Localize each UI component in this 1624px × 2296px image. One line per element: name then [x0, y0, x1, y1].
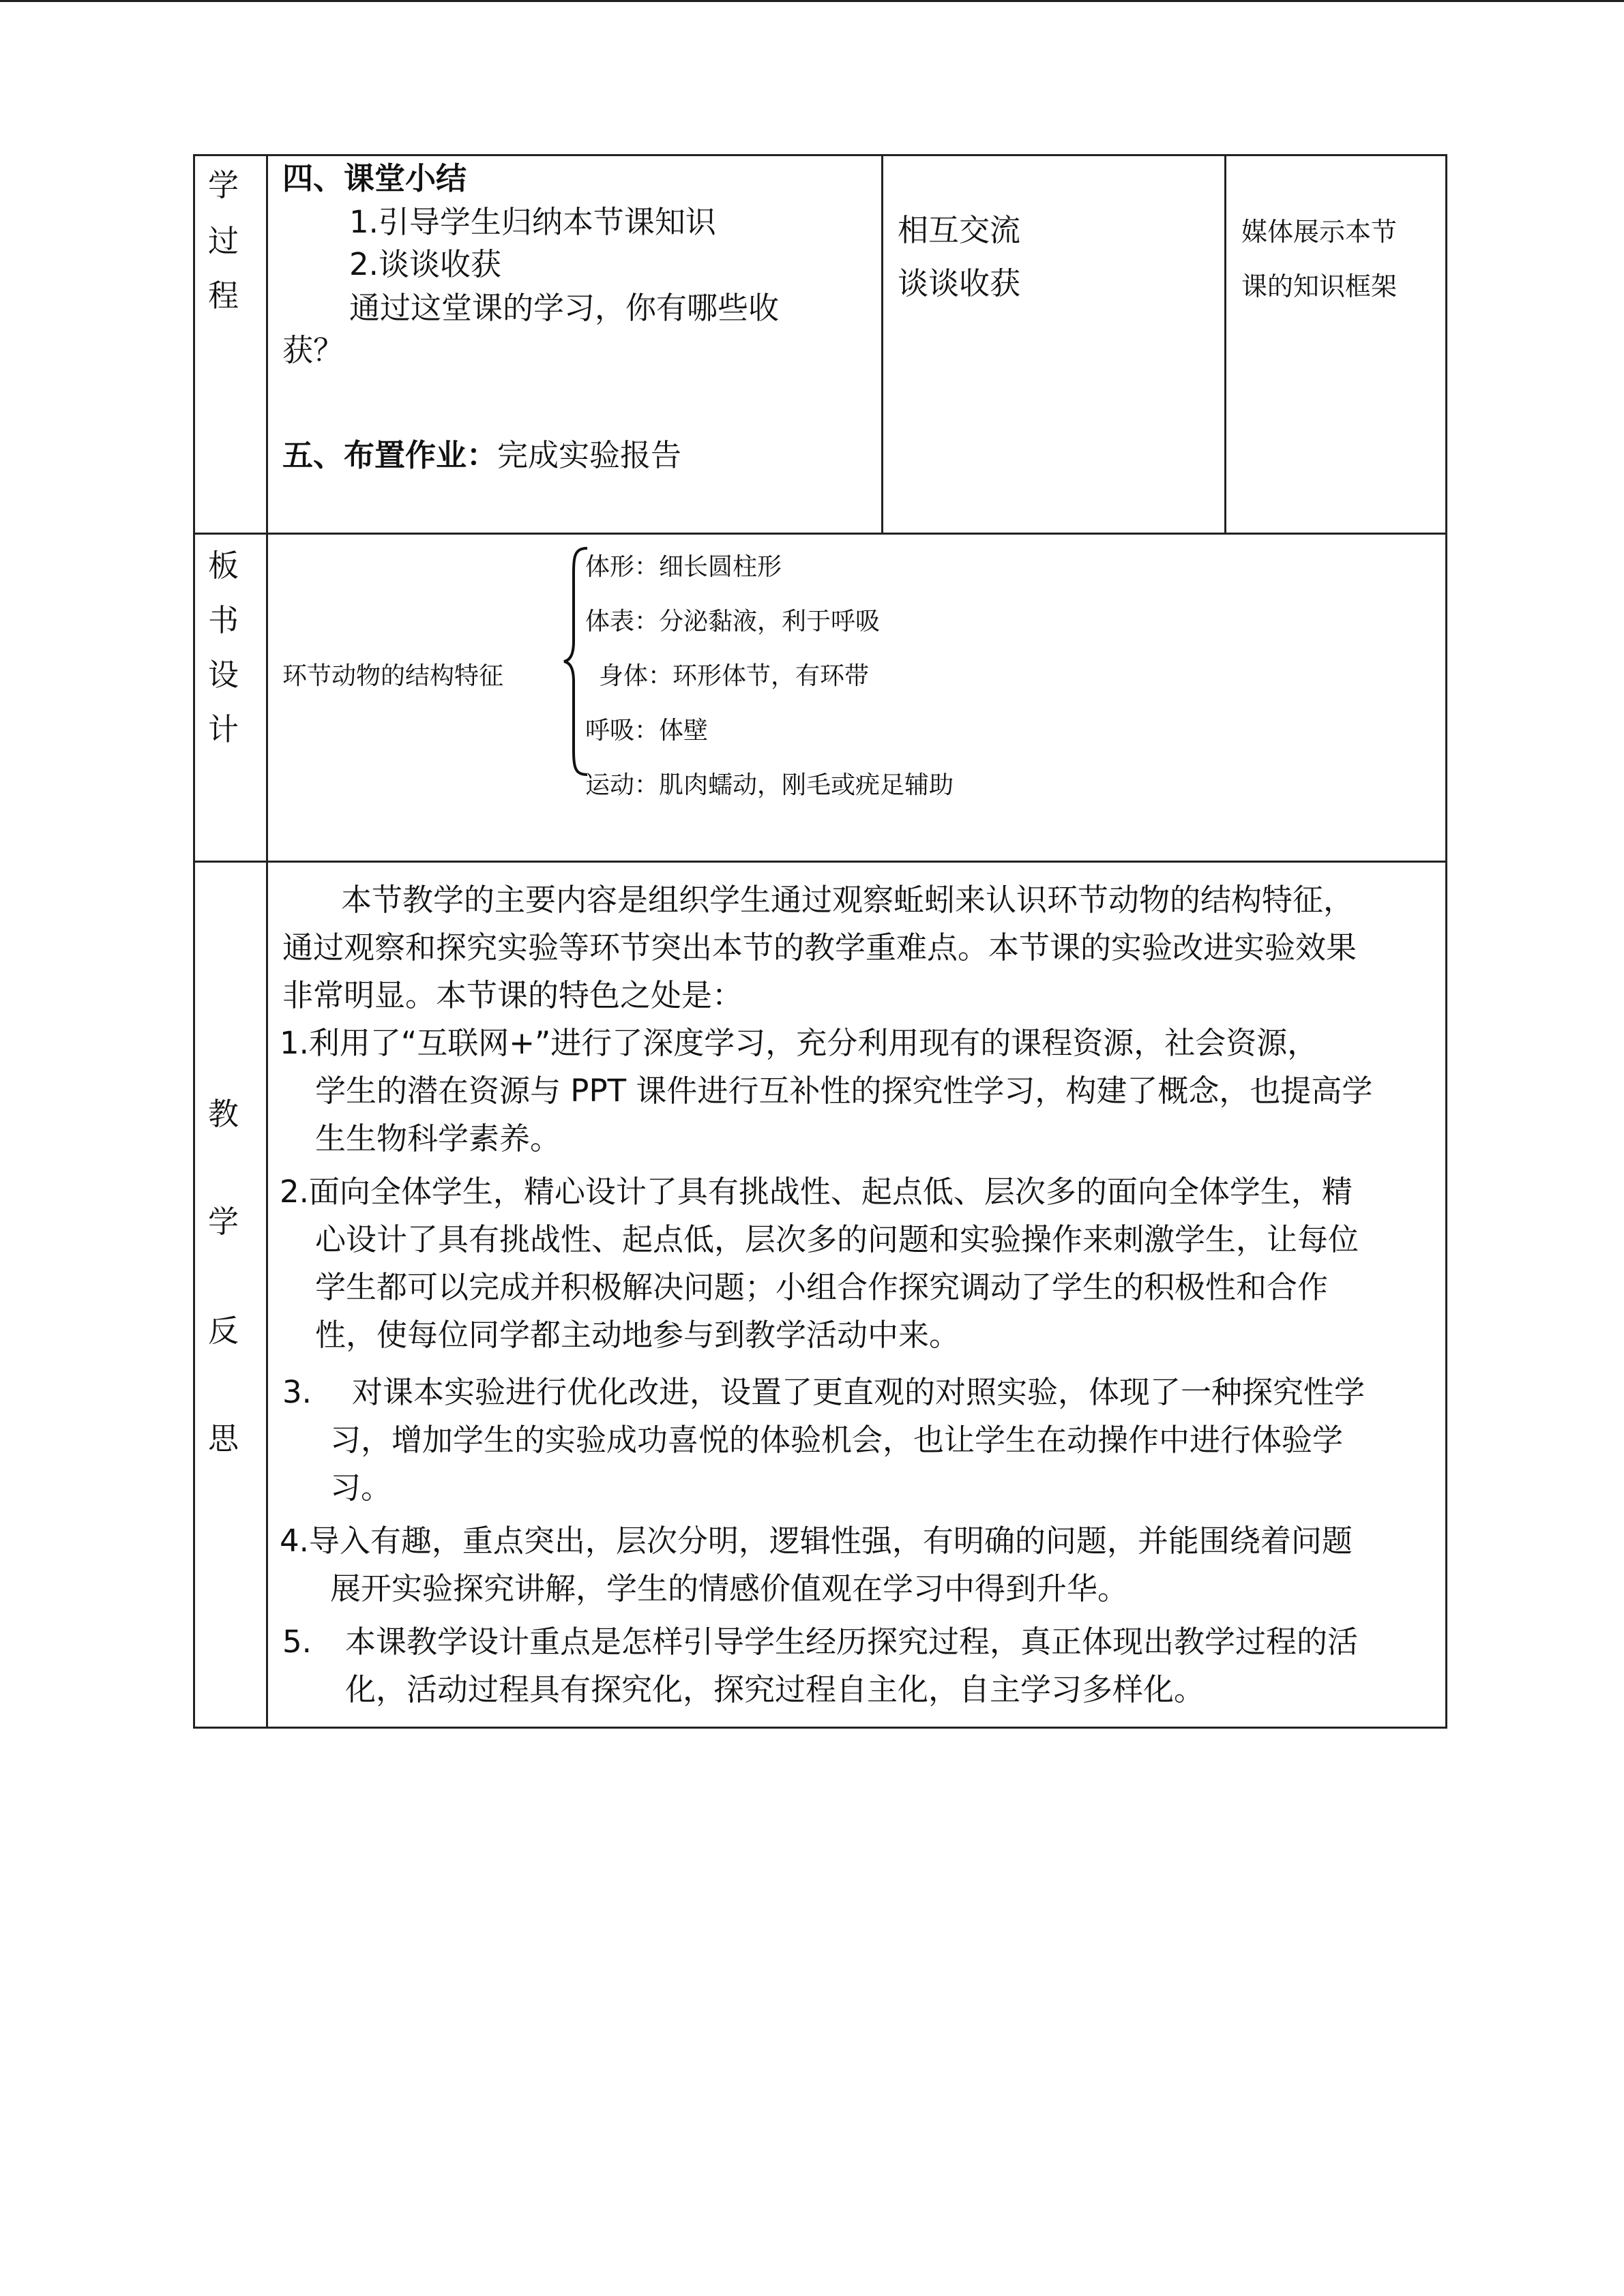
board-feature-4: 呼吸：体壁: [585, 717, 709, 745]
page-top-border: [0, 0, 1624, 2]
reflection-point-2-line2: 心设计了具有挑战性、起点低，层次多的问题和实验操作来刺激学生，让每位: [315, 1221, 1359, 1257]
process-side-label-2: 过: [208, 223, 239, 259]
design-intent-2: 课的知识框架: [1241, 271, 1398, 301]
reflection-intro-3: 非常明显。本节课的特色之处是：: [282, 977, 743, 1013]
board-topic: 环节动物的结构特征: [282, 662, 504, 690]
process-side-label-1: 学: [208, 167, 239, 203]
summary-item-2: 2.谈谈收获: [349, 246, 501, 282]
reflection-point-5-line2: 化，活动过程具有探究化，探究过程自主化，自主学习多样化。: [345, 1671, 1205, 1708]
summary-question-line1: 通过这堂课的学习，你有哪些收: [349, 290, 780, 326]
column-divider-2: [881, 154, 883, 535]
board-feature-3: 身体：环形体节，有环带: [599, 662, 870, 690]
reflection-point-3-line2: 习，增加学生的实验成功喜悦的体验机会，也让学生在动操作中进行体验学: [330, 1422, 1344, 1458]
reflection-point-5-line1: 本课教学设计重点是怎样引导学生经历探究过程，真正体现出教学过程的活: [345, 1624, 1359, 1660]
process-side-label-3: 程: [208, 278, 239, 314]
board-feature-5: 运动：肌肉蠕动，刚毛或疣足辅助: [585, 771, 954, 799]
reflection-point-4-line2: 展开实验探究讲解，学生的情感价值观在学习中得到升华。: [330, 1570, 1129, 1607]
reflection-point-1-line1: 1.利用了“互联网+”进行了深度学习，充分利用现有的课程资源，社会资源，: [280, 1025, 1318, 1061]
homework-label: 五、布置作业：: [282, 437, 498, 473]
board-feature-1: 体形：细长圆柱形: [585, 553, 782, 581]
reflection-point-2-line3: 学生都可以完成并积极解决问题；小组合作探究调动了学生的积极性和合作: [315, 1269, 1329, 1305]
reflection-side-label-3: 反: [208, 1313, 239, 1349]
table-border-bottom: [193, 1727, 1447, 1729]
row-divider-1: [193, 533, 1447, 535]
reflection-point-4-line1: 4.导入有趣，重点突出，层次分明，逻辑性强，有明确的问题，并能围绕着问题: [280, 1523, 1353, 1559]
reflection-side-label-1: 教: [208, 1096, 239, 1132]
reflection-side-label-2: 学: [208, 1204, 239, 1240]
reflection-point-3-line3: 习。: [330, 1470, 392, 1506]
column-divider-3: [1224, 154, 1226, 535]
board-feature-2: 体表：分泌黏液，利于呼吸: [585, 608, 881, 636]
board-side-label-4: 计: [208, 711, 239, 747]
student-activity-2: 谈谈收获: [898, 265, 1021, 301]
reflection-intro-2: 通过观察和探究实验等环节突出本节的教学重难点。本节课的实验改进实验效果: [282, 929, 1357, 966]
table-border-left: [193, 154, 195, 1729]
reflection-point-2-line4: 性，使每位同学都主动地参与到教学活动中来。: [315, 1317, 960, 1353]
reflection-point-1-line3: 生生物科学素养。: [315, 1120, 561, 1157]
student-activity-1: 相互交流: [898, 212, 1021, 248]
reflection-point-3-line1: 对课本实验进行优化改进，设置了更直观的对照实验，体现了一种探究性学: [352, 1374, 1365, 1410]
design-intent-1: 媒体展示本节: [1241, 217, 1398, 247]
table-border-right: [1445, 154, 1447, 1729]
row-divider-2: [193, 861, 1447, 863]
summary-question-line2: 获？: [282, 332, 344, 368]
summary-item-1: 1.引导学生归纳本节课知识: [349, 204, 716, 240]
board-side-label-2: 书: [208, 602, 239, 638]
board-side-label-1: 板: [208, 548, 239, 584]
reflection-intro-1: 本节教学的主要内容是组织学生通过观察蚯蚓来认识环节动物的结构特征，: [341, 882, 1355, 918]
reflection-point-1-line2: 学生的潜在资源与 PPT 课件进行互补性的探究性学习，构建了概念，也提高学: [315, 1073, 1373, 1109]
reflection-point-2-line1: 2.面向全体学生，精心设计了具有挑战性、起点低、层次多的面向全体学生，精: [280, 1174, 1353, 1210]
reflection-point-5-number: 5.: [282, 1624, 312, 1660]
reflection-side-label-4: 思: [208, 1420, 239, 1457]
label-column-divider: [266, 154, 268, 1729]
homework: [282, 439, 681, 472]
summary-title: 四、课堂小结: [282, 160, 467, 196]
table-border-top: [193, 154, 1447, 156]
board-side-label-3: 设: [208, 657, 239, 693]
reflection-point-3-number: 3.: [282, 1374, 312, 1410]
homework-text: 完成实验报告: [497, 437, 682, 473]
